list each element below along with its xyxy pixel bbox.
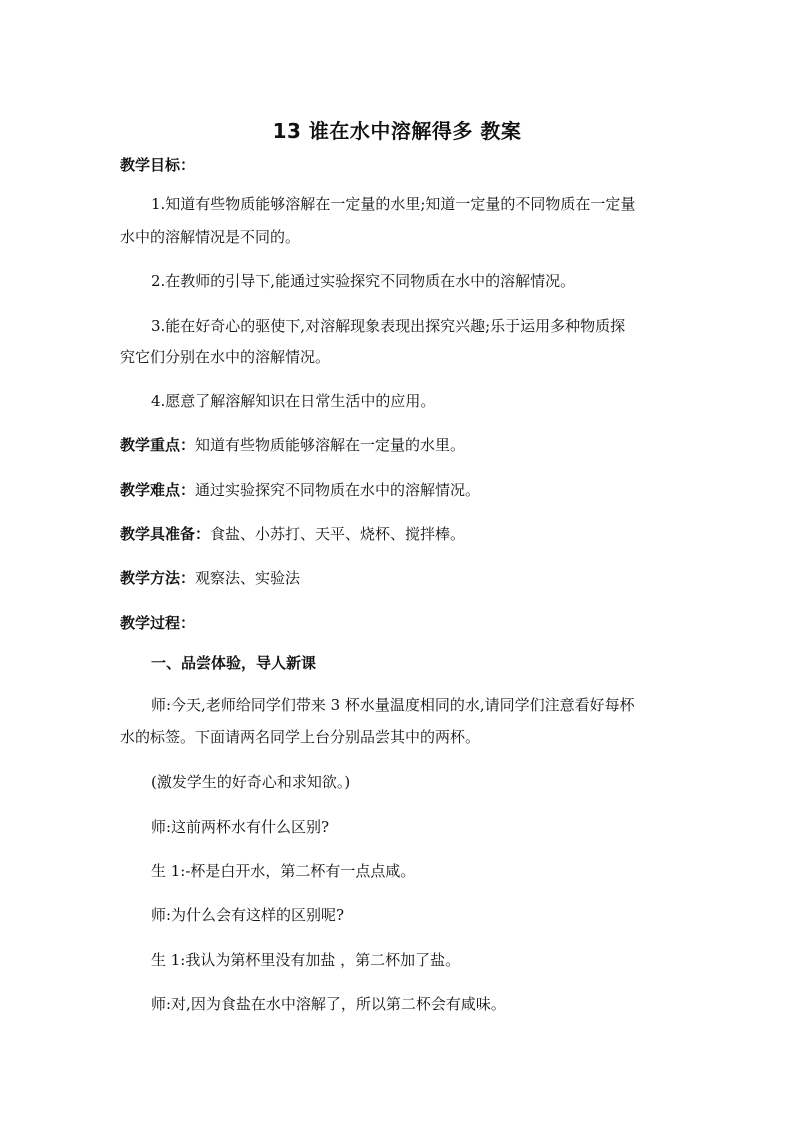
materials-row [120,524,680,544]
objective-4: 4.愿意了解溶解知识在日常生活中的应用。 [151,392,436,410]
key-point-row [120,435,680,455]
process-paragraph-3: 师:这前两杯水有什么区别? [151,818,330,836]
process-paragraph-5: 师:为什么会有这样的区别呢? [151,906,345,924]
objective-2: 2.在教师的引导下,能通过实验探究不同物质在水中的溶解情况。 [151,272,576,290]
difficulty-label: 教学难点： [120,481,196,499]
objective-1-line-1: 1.知道有些物质能够溶解在一定量的水里;知道一定量的不同物质在一定量 [151,195,636,213]
materials-text: 食盐、小苏打、天平、烧杯、搅拌棒。 [210,525,466,543]
difficulty-text: 通过实验探究不同物质在水中的溶解情况。 [195,481,481,499]
methods-text: 观察法、实验法 [195,569,301,587]
process-paragraph-7: 师:对,因为食盐在水中溶解了，所以第二杯会有咸味。 [151,995,506,1013]
objectives-heading: 教学目标： [120,156,196,174]
section-1-heading: 一、品尝体验，导人新课 [151,654,317,672]
difficulty-row [120,480,680,500]
page-title: 13 谁在水中溶解得多 教案 [272,119,522,143]
process-paragraph-4: 生 1:-杯是白开水，第二杯有一点点咸。 [151,862,416,880]
objective-3-line-1: 3.能在好奇心的驱使下,对溶解现象表现出探究兴趣;乐于运用多种物质探 [151,317,626,335]
objective-3-line-2: 究它们分别在水中的溶解情况。 [120,348,331,366]
key-point-text: 知道有些物质能够溶解在一定量的水里。 [195,436,466,454]
process-paragraph-1-line-2: 水的标签。下面请两名同学上台分别品尝其中的两杯。 [120,728,481,746]
process-paragraph-1-line-1: 师:今天,老师给同学们带来 3 杯水量温度相同的水,请同学们注意看好每杯 [151,696,635,714]
key-point-label: 教学重点： [120,436,196,454]
methods-row [120,568,680,588]
process-paragraph-2: (激发学生的好奇心和求知欲。) [151,773,351,791]
process-paragraph-6: 生 1:我认为第杯里没有加盐 ，第二杯加了盐。 [151,951,461,969]
materials-label: 教学具准备： [120,525,211,543]
methods-label: 教学方法： [120,569,196,587]
process-heading: 教学过程： [120,614,196,632]
objective-1-line-2: 水中的溶解情况是不同的。 [120,228,301,246]
